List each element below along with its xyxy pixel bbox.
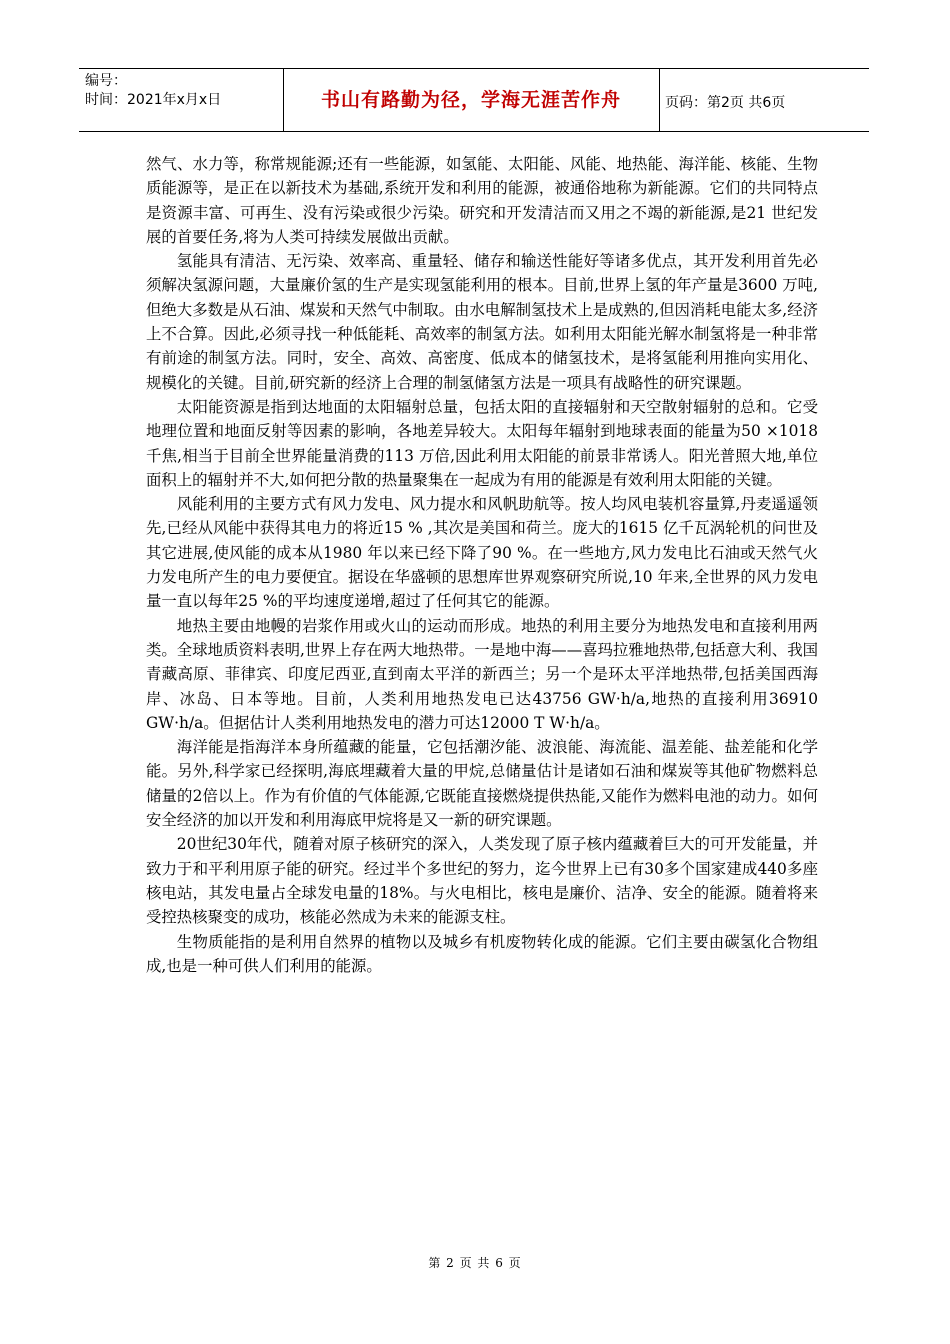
- page-footer: 第 2 页 共 6 页: [428, 1256, 522, 1270]
- paragraph: 然气、水力等，称常规能源;还有一些能源，如氢能、太阳能、风能、地热能、海洋能、核能、生物质能源等，是正在以新技术为基础,系统开发和利用的能源，被通俗地称为新能源。它们的共同特点是资源丰富、可再生、没有污染或很少污染。研究和开发清洁而又用之不竭的新能源,是21 世纪发展的首要任务,将为人类可持续发展做出贡献。: [146, 155, 818, 246]
- paragraph: 20世纪30年代，随着对原子核研究的深入，人类发现了原子核内蕴藏着巨大的可开发能量，并致力于和平利用原子能的研究。经过半个多世纪的努力，迄今世界上已有30多个国家建成440多座核电站，其发电量占全球发电量的18%。与火电相比，核电是廉价、洁净、安全的能源。随着将来受控热核聚变的成功，核能必然成为未来的能源支柱。: [146, 835, 818, 927]
- document-number-label: 编号：: [85, 73, 127, 89]
- paragraph: 太阳能资源是指到达地面的太阳辐射总量，包括太阳的直接辐射和天空散射辐射的总和。它受地理位置和地面反射等因素的影响，各地差异较大。太阳每年辐射到地球表面的能量为50 ×1018 千焦,相当于目前全世界能量消费的113 万倍,因此利用太阳能的前景非常诱人。阳光普照大地,单位面积上的辐射并不大,如何把分散的热量聚集在一起成为有用的能源是有效利用太阳能的关键。: [146, 397, 818, 489]
- page-header: [79, 68, 869, 132]
- paragraph: 生物质能指的是利用自然界的植物以及城乡有机废物转化成的能源。它们主要由碳氢化合物组成,也是一种可供人们利用的能源。: [146, 932, 818, 975]
- header-page-indicator: 页码：第2页 共6页: [665, 95, 786, 111]
- header-divider: [659, 68, 660, 132]
- document-date-label: 时间：2021年x月x日: [85, 92, 222, 108]
- paragraph: 地热主要由地幔的岩浆作用或火山的运动而形成。地热的利用主要分为地热发电和直接利用两类。全球地质资料表明,世界上存在两大地热带。一是地中海——喜玛拉雅地热带,包括意大利、我国青藏高原、菲律宾、印度尼西亚,直到南太平洋的新西兰；另一个是环太平洋地热带,包括美国西海岸、冰岛、日本等地。目前，人类利用地热发电已达43756 GW·h/a,地热的直接利用36910 GW·h/a。但据估计人类利用地热发电的潜力可达12000 T W·h/a。: [146, 616, 818, 732]
- header-motto: 书山有路勤为径，学海无涯苦作舟: [320, 89, 621, 111]
- paragraph: 风能利用的主要方式有风力发电、风力提水和风帆助航等。按人均风电装机容量算,丹麦遥遥领先,已经从风能中获得其电力的将近15 % ,其次是美国和荷兰。庞大的1615 亿千瓦涡轮机的问世及其它进展,使风能的成本从1980 年以来已经下降了90 %。在一些地方,风力发电比石油或天然气火力发电所产生的电力要便宜。据设在华盛顿的思想库世界观察研究所说,10 年来,全世界的风力发电量一直以每年25 %的平均速度递增,超过了任何其它的能源。: [146, 495, 818, 611]
- paragraph: 氢能具有清洁、无污染、效率高、重量轻、储存和输送性能好等诸多优点，其开发利用首先必须解决氢源问题，大量廉价氢的生产是实现氢能利用的根本。目前,世界上氢的年产量是3600 万吨,但绝大多数是从石油、煤炭和天然气中制取。由水电解制氢技术上是成熟的,但因消耗电能太多,经济上不合算。因此,必须寻找一种低能耗、高效率的制氢方法。如利用太阳能光解水制氢将是一种非常有前途的制氢方法。同时，安全、高效、高密度、低成本的储氢技术，是将氢能利用推向实用化、规模化的关键。目前,研究新的经济上合理的制氢储氢方法是一项具有战略性的研究课题。: [146, 252, 818, 392]
- header-meta: [85, 72, 221, 110]
- paragraph: 海洋能是指海洋本身所蕴藏的能量，它包括潮汐能、波浪能、海流能、温差能、盐差能和化学能。另外,科学家已经探明,海底埋藏着大量的甲烷,总储量估计是诸如石油和煤炭等其他矿物燃料总储量的2倍以上。作为有价值的气体能源,它既能直接燃烧提供热能,又能作为燃料电池的动力。如何安全经济的加以开发和利用海底甲烷将是又一新的研究课题。: [146, 738, 818, 830]
- document-body: [146, 152, 818, 978]
